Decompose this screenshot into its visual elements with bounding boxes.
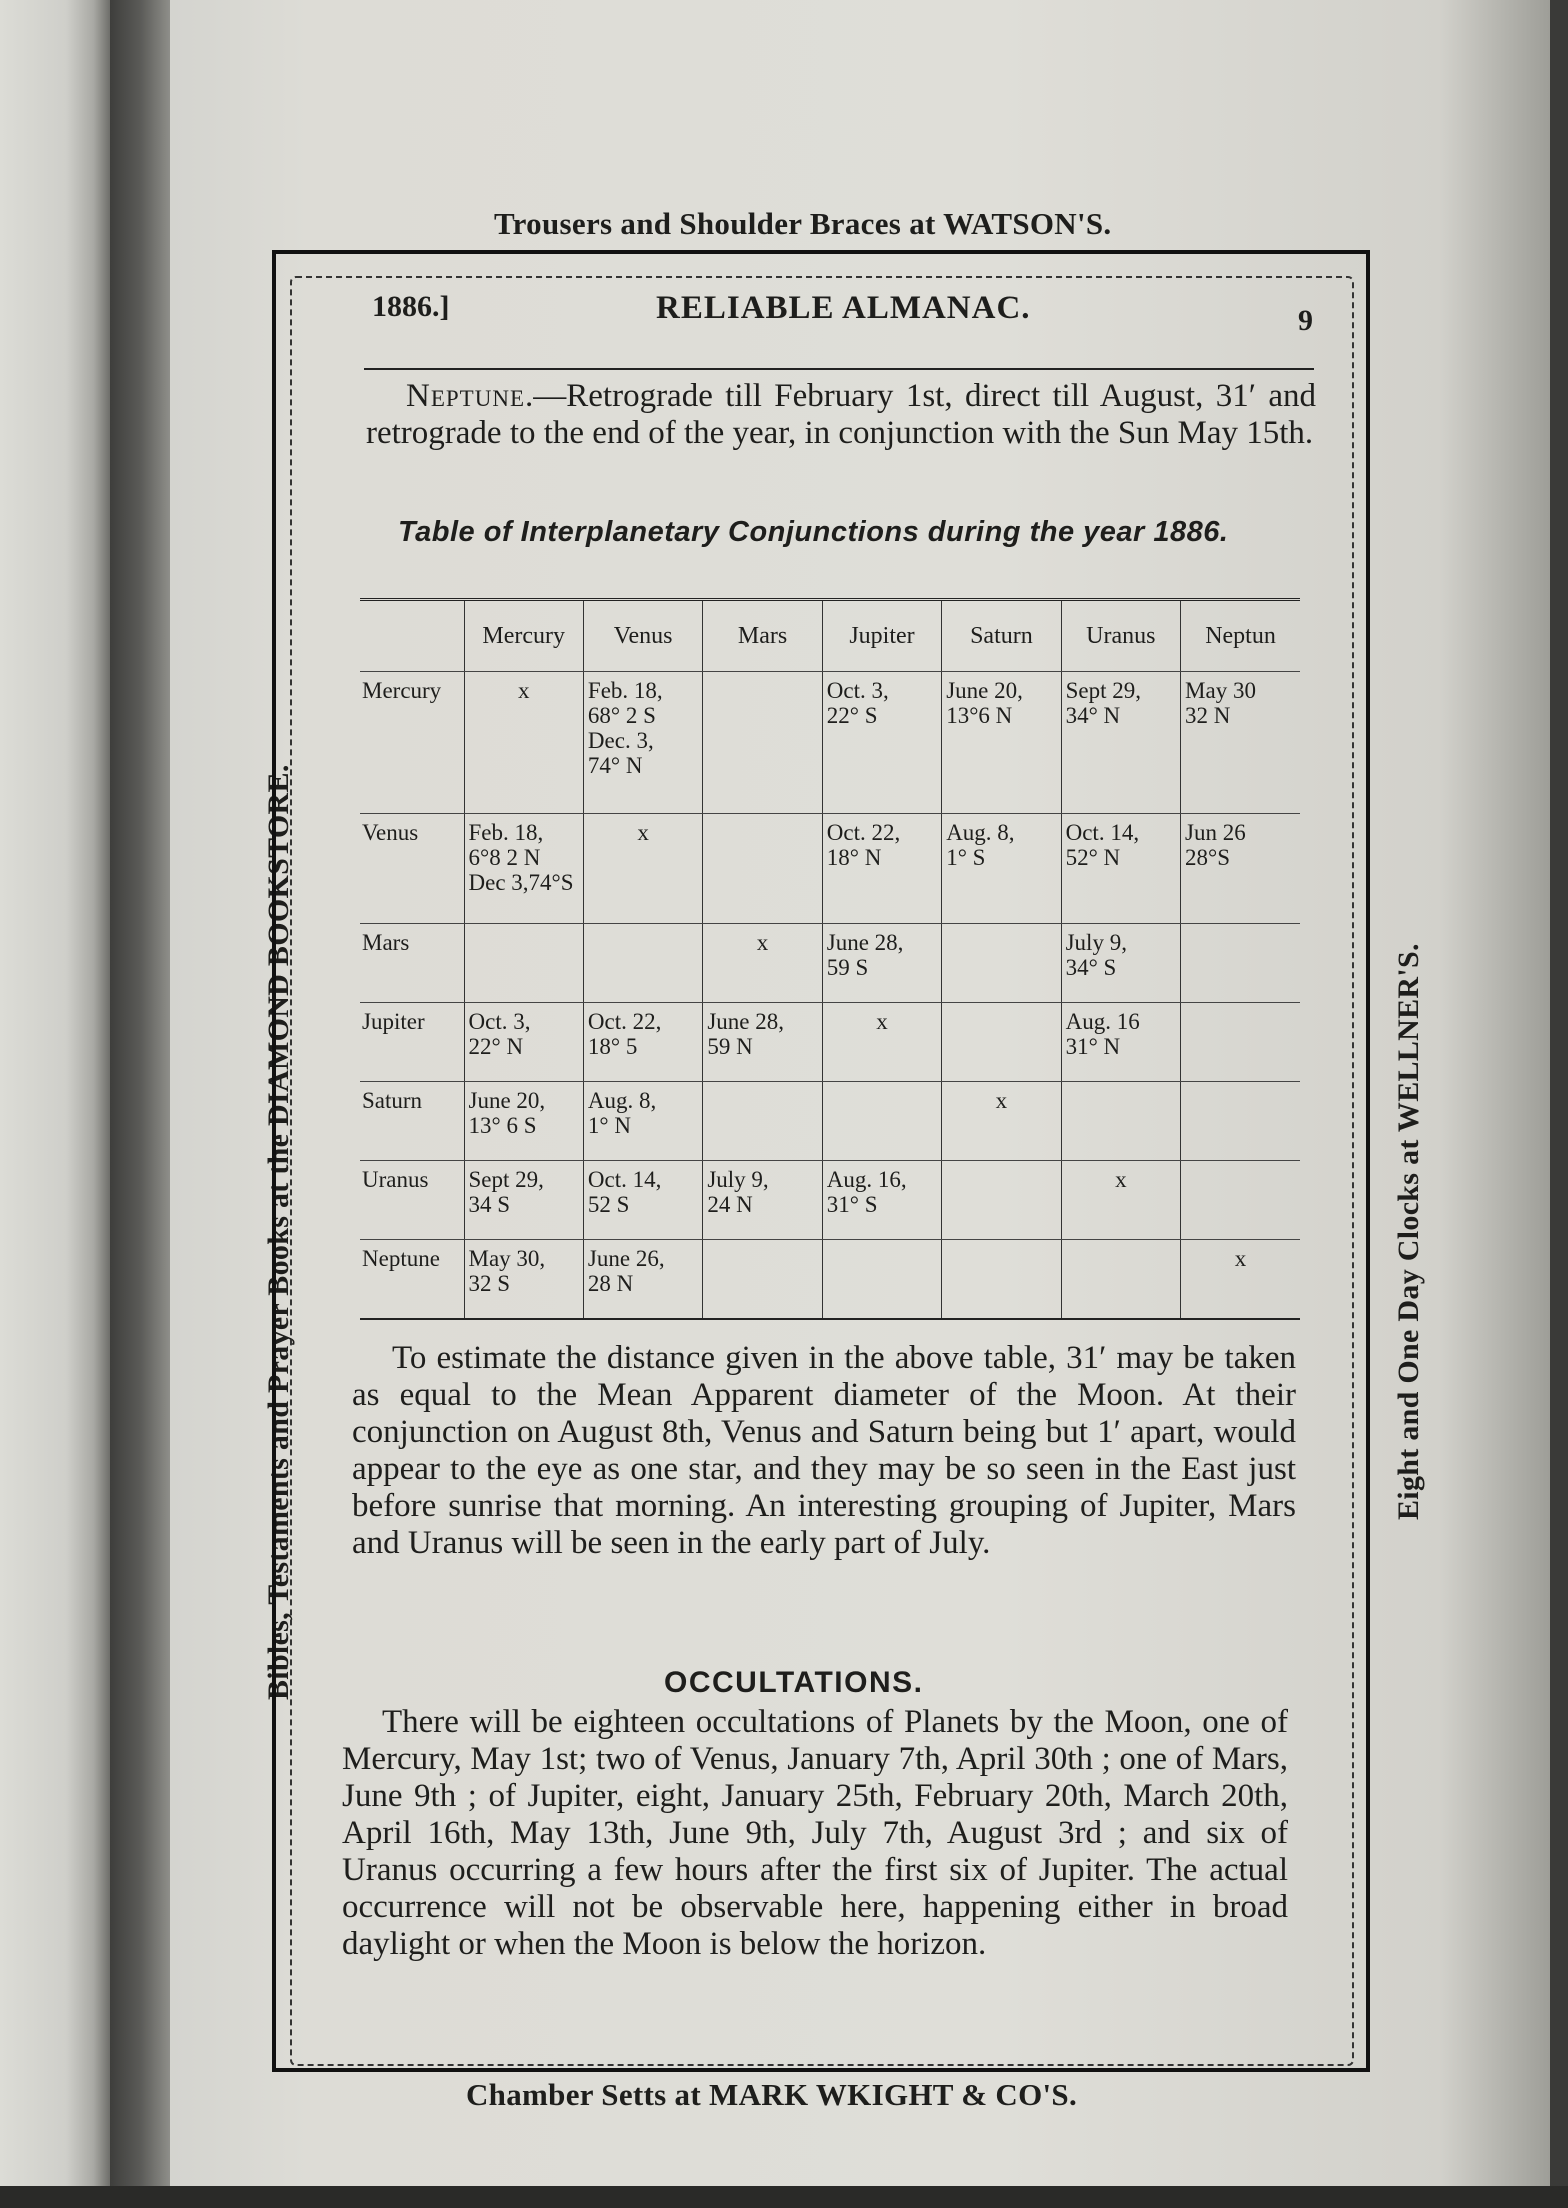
table-cell: [822, 923, 941, 1002]
table-cell: [1061, 923, 1180, 1002]
cell-value: June 20, 13° 6 S: [468, 1087, 546, 1138]
cell-value: July 9, 24 N: [707, 1166, 769, 1217]
row-header: Jupiter: [360, 1002, 464, 1081]
table-cell: [703, 1160, 822, 1239]
conjunctions-table: [360, 598, 1300, 1320]
table-cell: [703, 813, 822, 923]
table-cell: [464, 1239, 583, 1319]
cell-value: June 20, 13°6 N: [946, 678, 1023, 728]
cell-value: May 30 32 N: [1185, 678, 1256, 728]
column-header: Uranus: [1061, 600, 1180, 672]
table-cell: [822, 1160, 941, 1239]
right-advertisement: Eight and One Day Clocks at WELLNER'S.: [1392, 943, 1425, 1520]
table-cell: [583, 1002, 702, 1081]
table-cell: [583, 1160, 702, 1239]
table-cell: [942, 672, 1061, 814]
row-header: Mars: [360, 923, 464, 1002]
table-cell: [583, 813, 702, 923]
page-number: 9: [1298, 304, 1313, 337]
table-row: [360, 813, 1300, 923]
page-title: RELIABLE ALMANAC.: [656, 290, 1031, 326]
occultations-heading: OCCULTATIONS.: [664, 1666, 924, 1699]
table-corner: [360, 600, 464, 672]
column-header: Mercury: [464, 600, 583, 672]
column-header: Venus: [583, 600, 702, 672]
cell-value: Aug. 16, 31° S: [826, 1166, 907, 1217]
table-cell: [942, 923, 1061, 1002]
left-advertisement: Bibles, Testaments and Prayer Books at the DIAMOND BOOKSTORE.: [262, 764, 295, 1700]
occultations-text: There will be eighteen occultations of Planets by the Moon, one of Mercury, May 1st; two of Venus, January 7th, April 30th ; one of Mars, June 9th ; of Jupiter, eight, January 25th, February 20th, March 20th, April 16th, May 13th, June 9th, July 7th, August 3rd ; and six of Uranus occurring a few hours after the first six of Jupiter. The actual occurrence will not be observable here, happening either in broad daylight or when the Moon is below the horizon.: [342, 1704, 1288, 1962]
row-header: Saturn: [360, 1081, 464, 1160]
table-cell: [1181, 1160, 1300, 1239]
table-cell: [822, 1081, 941, 1160]
table-cell: [1181, 672, 1300, 814]
column-header: Saturn: [942, 600, 1061, 672]
cell-value: x: [876, 1008, 888, 1034]
table-cell: [703, 1002, 822, 1081]
table-row: [360, 1081, 1300, 1160]
table-cell: [464, 813, 583, 923]
bottom-advertisement: Chamber Setts at MARK WKIGHT & CO'S.: [466, 2077, 1078, 2112]
cell-value: x: [1115, 1166, 1127, 1192]
table-cell: [583, 1239, 702, 1319]
scan-right-edge: [1550, 0, 1568, 2208]
cell-value: Jun 26 28°S: [1185, 819, 1246, 870]
table-cell: [464, 1081, 583, 1160]
table-cell: [822, 1002, 941, 1081]
estimate-text: To estimate the distance given in the above table, 31′ may be taken as equal to the Mean Apparent diameter of the Moon. At their conjunction on August 8th, Venus and Saturn being but 1′ apart, would appear to the eye as one star, and they may be so seen in the East just before sunrise that morning. An interesting grouping of Jupiter, Mars and Uranus will be seen in the early part of July.: [352, 1340, 1296, 1561]
table-cell: [464, 923, 583, 1002]
cell-value: x: [1234, 1245, 1247, 1271]
table-cell: [1181, 1002, 1300, 1081]
cell-value: Oct. 14, 52 S: [587, 1166, 662, 1217]
table-cell: [1061, 813, 1180, 923]
column-header: Neptun: [1181, 600, 1300, 672]
table-cell: [703, 672, 822, 814]
table-cell: [942, 1239, 1061, 1319]
cell-value: July 9, 34° S: [1065, 929, 1127, 980]
table-row: [360, 672, 1300, 814]
table-caption: Table of Interplanetary Conjunctions during the year 1886.: [398, 516, 1229, 548]
table-cell: [942, 1081, 1061, 1160]
cell-value: June 26, 28 N: [587, 1245, 665, 1296]
cell-value: Sept 29, 34 S: [468, 1166, 544, 1217]
table-body: [360, 672, 1300, 1320]
cell-value: Feb. 18, 68° 2 S Dec. 3, 74° N: [587, 678, 663, 778]
top-advertisement: Trousers and Shoulder Braces at WATSON'S.: [494, 206, 1112, 241]
table-cell: [1061, 1002, 1180, 1081]
occultations-paragraph: [342, 1704, 1288, 1963]
cell-value: Oct. 22, 18° 5: [587, 1008, 662, 1059]
neptune-paragraph: [366, 378, 1316, 452]
table-cell: [464, 1160, 583, 1239]
table-cell: [1061, 1081, 1180, 1160]
table-cell: [822, 1239, 941, 1319]
header-rule: [364, 368, 1314, 370]
cell-value: Feb. 18, 6°8 2 N Dec 3,74°S: [468, 819, 574, 895]
table-cell: [1181, 813, 1300, 923]
table-cell: [583, 923, 702, 1002]
table-cell: [1061, 672, 1180, 814]
cell-value: June 28, 59 S: [826, 929, 904, 980]
table-cell: [822, 813, 941, 923]
cell-value: Oct. 14, 52° N: [1065, 819, 1140, 870]
table-row: [360, 1239, 1300, 1319]
scan-bottom-edge: [0, 2186, 1568, 2208]
table-row: [360, 1160, 1300, 1239]
table-cell: [1181, 923, 1300, 1002]
table-cell: [583, 672, 702, 814]
cell-value: Aug. 8, 1° S: [946, 819, 1015, 870]
row-header: Venus: [360, 813, 464, 923]
cell-value: Aug. 16 31° N: [1065, 1008, 1140, 1059]
table-cell: [942, 1160, 1061, 1239]
table-cell: [1061, 1160, 1180, 1239]
row-header: Mercury: [360, 672, 464, 814]
table-cell: [703, 1239, 822, 1319]
cell-value: Oct. 22, 18° N: [826, 819, 901, 870]
cell-value: x: [517, 678, 530, 703]
cell-value: May 30, 32 S: [468, 1245, 546, 1296]
row-header: Neptune: [360, 1239, 464, 1319]
row-header: Uranus: [360, 1160, 464, 1239]
column-header: Mars: [703, 600, 822, 672]
estimate-paragraph: [352, 1340, 1296, 1562]
book-gutter: [110, 0, 170, 2208]
table-cell: [942, 1002, 1061, 1081]
cell-value: x: [756, 929, 769, 955]
table-cell: [703, 923, 822, 1002]
cell-value: Oct. 3, 22° N: [468, 1008, 531, 1059]
table-cell: [583, 1081, 702, 1160]
table-cell: [1181, 1081, 1300, 1160]
table-cell: [464, 672, 583, 814]
table-row: [360, 923, 1300, 1002]
table-cell: [942, 813, 1061, 923]
neptune-text: .—Retrograde till February 1st, direct till August, 31′ and retrograde to the end of the year, in conjunction with the Sun May 15th.: [366, 378, 1316, 451]
neptune-label: Neptune: [406, 378, 525, 414]
cell-value: x: [637, 819, 649, 845]
column-header: Jupiter: [822, 600, 941, 672]
table-cell: [703, 1081, 822, 1160]
cell-value: Sept 29, 34° N: [1065, 678, 1141, 728]
table-row: [360, 1002, 1300, 1081]
table-cell: [822, 672, 941, 814]
table-header-row: [360, 600, 1300, 672]
cell-value: x: [995, 1087, 1008, 1113]
facing-page-edge: [0, 0, 110, 2208]
table-cell: [464, 1002, 583, 1081]
header-year: 1886.]: [372, 290, 450, 323]
cell-value: Oct. 3, 22° S: [826, 678, 889, 728]
cell-value: Aug. 8, 1° N: [587, 1087, 657, 1138]
table-cell: [1181, 1239, 1300, 1319]
table-cell: [1061, 1239, 1180, 1319]
cell-value: June 28, 59 N: [707, 1008, 785, 1059]
